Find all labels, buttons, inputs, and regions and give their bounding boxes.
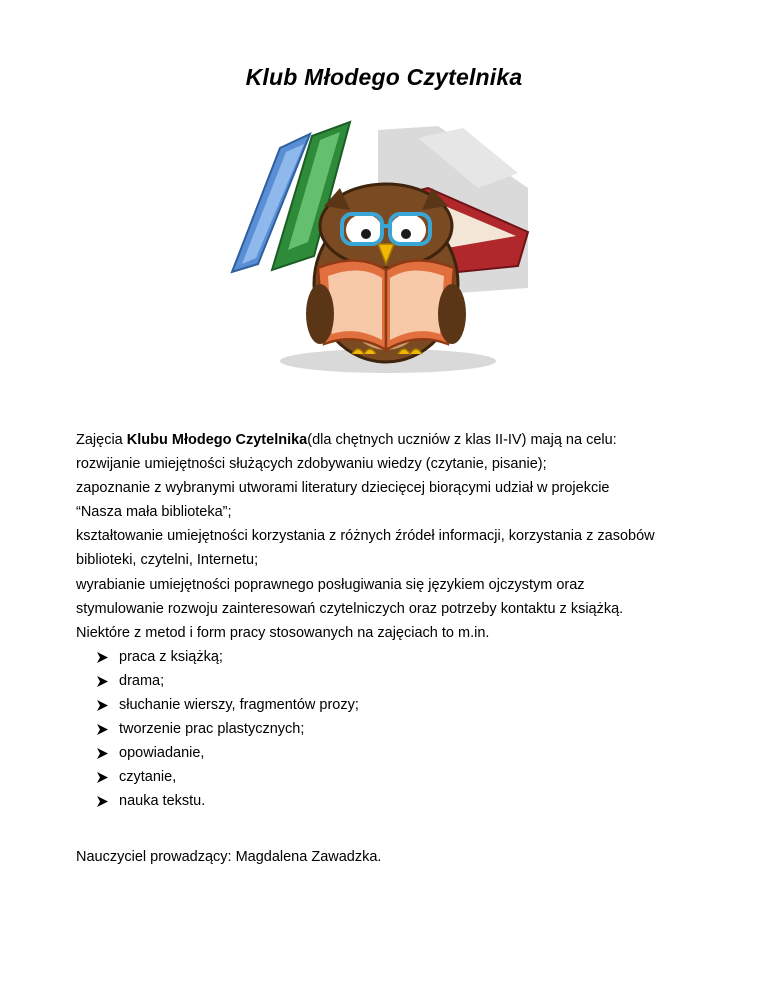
page-title: Klub Młodego Czytelnika (245, 64, 523, 90)
list-item (76, 741, 716, 765)
intro-text: Zajęcia (76, 432, 127, 448)
club-description (76, 428, 716, 814)
goal-line: zapoznanie z wybranymi utworami literatury dziecięcej biorącymi udział w projekcie (76, 480, 610, 497)
list-item (76, 717, 716, 741)
method-label: czytanie, (119, 769, 177, 786)
goal-line: wyrabianie umiejętności poprawnego posługiwania się językiem ojczystym oraz (76, 576, 585, 593)
intro-text-end: (dla chętnych uczniów z klas II-IV) mają na celu: (307, 432, 617, 448)
methods-list (76, 645, 716, 814)
arrow-bullet-icon (97, 796, 108, 807)
method-label: opowiadanie, (119, 745, 205, 762)
list-item (76, 693, 716, 717)
intro-paragraph (76, 428, 716, 452)
goal-line: stymulowanie rozwoju zainteresowań czytelniczych oraz potrzeby kontaktu z książką. (76, 600, 624, 617)
method-label: praca z książką; (119, 648, 223, 665)
owl-reading-book-icon (228, 118, 538, 380)
method-label: słuchanie wierszy, fragmentów prozy; (119, 697, 359, 714)
teacher-line: Nauczyciel prowadzący: Magdalena Zawadzka. (76, 849, 382, 865)
arrow-bullet-icon (97, 676, 108, 687)
club-name: Klubu Młodego Czytelnika (126, 432, 308, 448)
arrow-bullet-icon (97, 652, 108, 663)
list-item (76, 669, 716, 693)
list-item (76, 765, 716, 789)
goal-line: “Nasza mała biblioteka”; (76, 504, 232, 521)
goal-line: biblioteki, czytelni, Internetu; (76, 552, 259, 569)
goal-line: rozwijanie umiejętności służących zdobywaniu wiedzy (czytanie, pisanie); (76, 456, 547, 473)
method-label: tworzenie prac plastycznych; (119, 721, 305, 738)
arrow-bullet-icon (97, 724, 108, 735)
list-item (76, 645, 716, 669)
arrow-bullet-icon (97, 748, 108, 759)
methods-intro: Niektóre z metod i form pracy stosowanych na zajęciach to m.in. (76, 624, 490, 641)
goal-line: kształtowanie umiejętności korzystania z różnych źródeł informacji, korzystania z zasobów (76, 528, 655, 545)
method-label: drama; (119, 672, 165, 689)
method-label: nauka tekstu. (119, 793, 206, 810)
arrow-bullet-icon (97, 772, 108, 783)
list-item (76, 789, 716, 813)
arrow-bullet-icon (97, 700, 108, 711)
